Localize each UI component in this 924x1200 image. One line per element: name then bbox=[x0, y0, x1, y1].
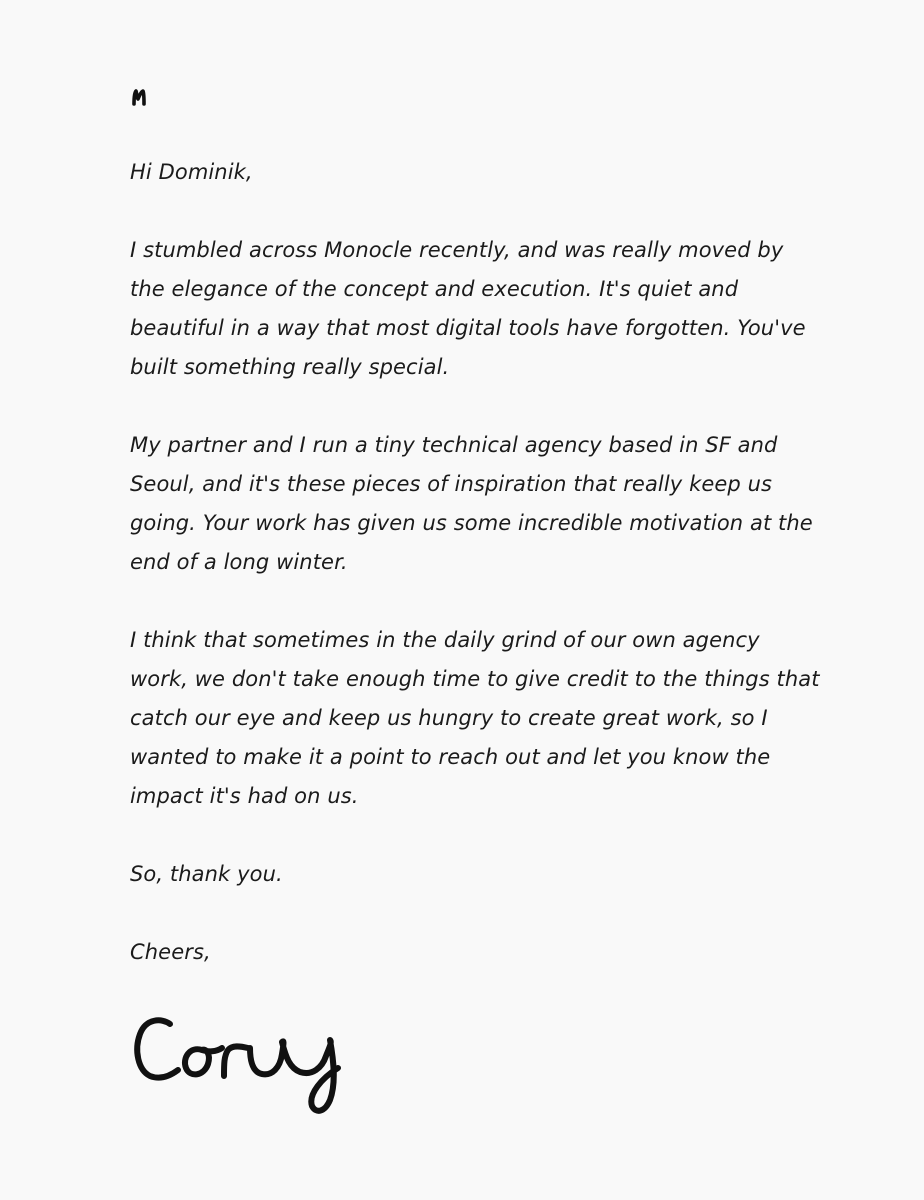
letter-paragraph: I think that sometimes in the daily grind of our own agency work, we don't take enough time to give credit to the things that catch our eye and keep us hungry to create great work, so I wanted to make it a point to reach out and let you know the impact it's had on us. bbox=[130, 628, 820, 808]
letter-paragraph: So, thank you. bbox=[130, 862, 283, 886]
logo-icon bbox=[130, 84, 152, 106]
letter-closing: Cheers, bbox=[130, 940, 211, 964]
signature bbox=[132, 1012, 347, 1122]
letter-paragraph: My partner and I run a tiny technical agency based in SF and Seoul, and it's these pieces of inspiration that really keep us going. Your work has given us some incredible motivation at the end of a long winter. bbox=[130, 433, 813, 574]
letter-paragraph: I stumbled across Monocle recently, and was really moved by the elegance of the concept and execution. It's quiet and beautiful in a way that most digital tools have forgotten. You've built something really special. bbox=[130, 238, 806, 379]
letter-body bbox=[130, 153, 820, 972]
letter-greeting: Hi Dominik, bbox=[130, 160, 253, 184]
